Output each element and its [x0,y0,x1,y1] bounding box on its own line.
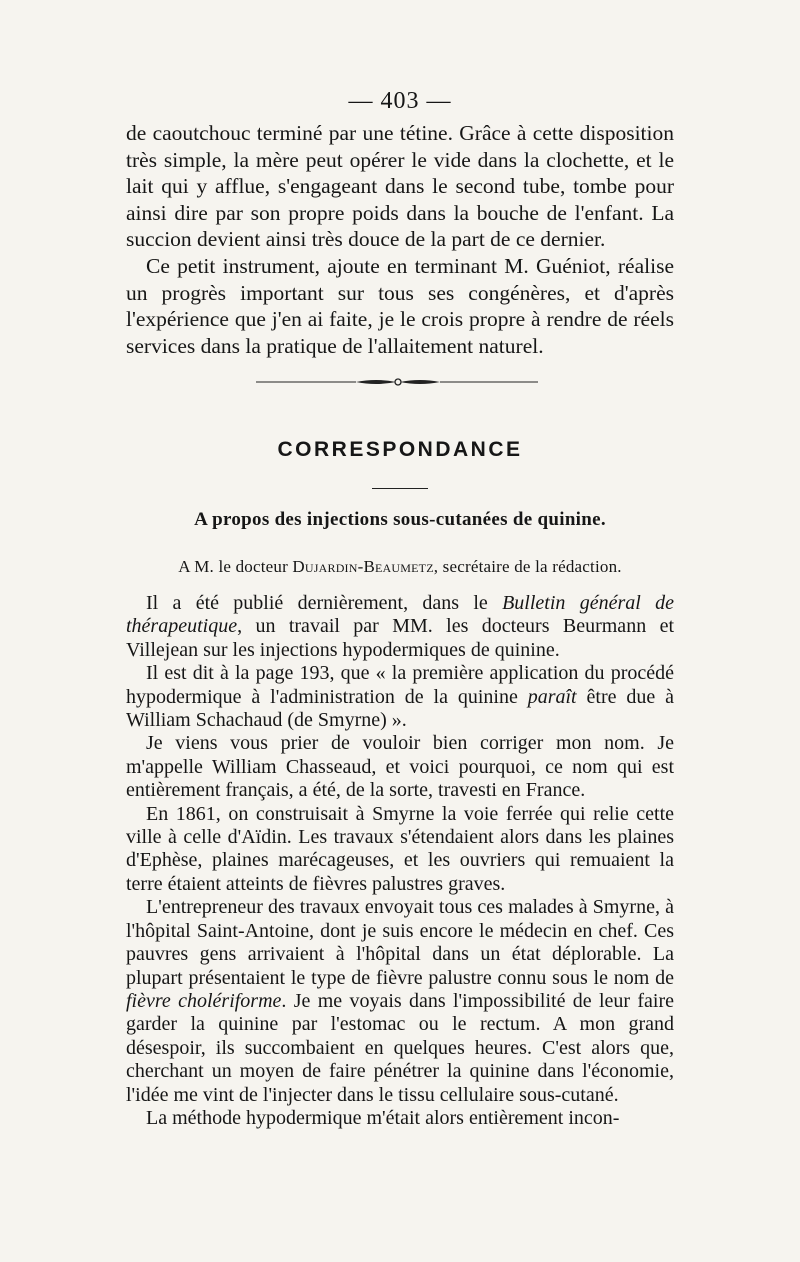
previous-article-text [126,120,674,359]
ornamental-divider [256,377,538,387]
paragraph: La méthode hypodermique m'était alors entièrement incon- [146,1106,620,1129]
addressee-prefix: A M. le docteur [178,557,293,576]
paragraph: Je viens vous prier de vouloir bien corriger mon nom. Je m'appelle William Chasseaud, et voici pourquoi, ce nom qui est entièrement français, a été, de la sorte, travesti en France. [126,732,674,802]
paragraph: Ce petit instrument, ajoute en terminant M. Guéniot, réalise un progrès important sur tous ses congénères, et d'après l'expérience que j'en ai faite, je le crois propre à rendre de réels services dans la pratique de l'allaitement naturel. [126,253,674,358]
article-subheading: A propos des injections sous-cutanées de quinine. [194,509,606,530]
addressee-suffix: , secrétaire de la rédaction. [433,557,622,576]
paragraph: Il est dit à la page 193, que « la première application du procédé hypodermique à l'administration de la quinine paraît être due à William Schachaud (de Smyrne) ». [126,662,675,732]
emphasis: paraît [527,685,577,708]
paragraph: L'entrepreneur des travaux envoyait tous ces malades à Smyrne, à l'hôpital Saint-Antoine, dont je suis encore le médecin en chef. Ces pauvres gens arrivaient à l'hôpital dans un état déplorable. La plupart présentaient le type de fièvre palustre connu sous le nom de fièvre cholériforme. Je me voyais dans l'impossibilité de leur faire garder la quinine par l'estomac ou le rectum. A mon grand désespoir, ils succombaient en quelques heures. C'est alors que, cherchant un moyen de faire pénétrer la quinine dans l'économie, l'idée me vint de l'injecter dans le tissu cellulaire sous-cutané. [126,896,674,1106]
paragraph: En 1861, on construisait à Smyrne la voie ferrée qui relie cette ville à celle d'Aïdin. Les travaux s'étendaient alors dans les plaines d'Ephèse, plaines marécageuses, et les ouvriers qui remuaient la terre étaient atteints de fièvres palustres graves. [126,802,674,895]
section-heading: CORRESPONDANCE [277,438,523,461]
emphasis: fièvre cholériforme [126,989,282,1012]
journal-title: Bulletin général de thérapeutique [126,592,674,638]
short-divider [372,488,428,489]
paragraph: de caoutchouc terminé par une tétine. Grâce à cette disposition très simple, la mère peut opérer le vide dans la clochette, et le lait qui y afflue, s'engageant dans le second tube, tombe pour ainsi dire par son propre poids dans la bouche de l'enfant. La succion devient ainsi très douce de la part de ce dernier. [126,121,674,252]
paragraph: Il a été publié dernièrement, dans le Bulletin général de thérapeutique, un travail par MM. les docteurs Beurmann et Villejean sur les injections hypodermiques de quinine. [126,592,674,661]
letter-text [126,592,674,1130]
addressee-name: Dujardin-Beaumetz [292,557,434,576]
letter-addressee [0,557,800,577]
page-number: — 403 — [348,88,452,114]
